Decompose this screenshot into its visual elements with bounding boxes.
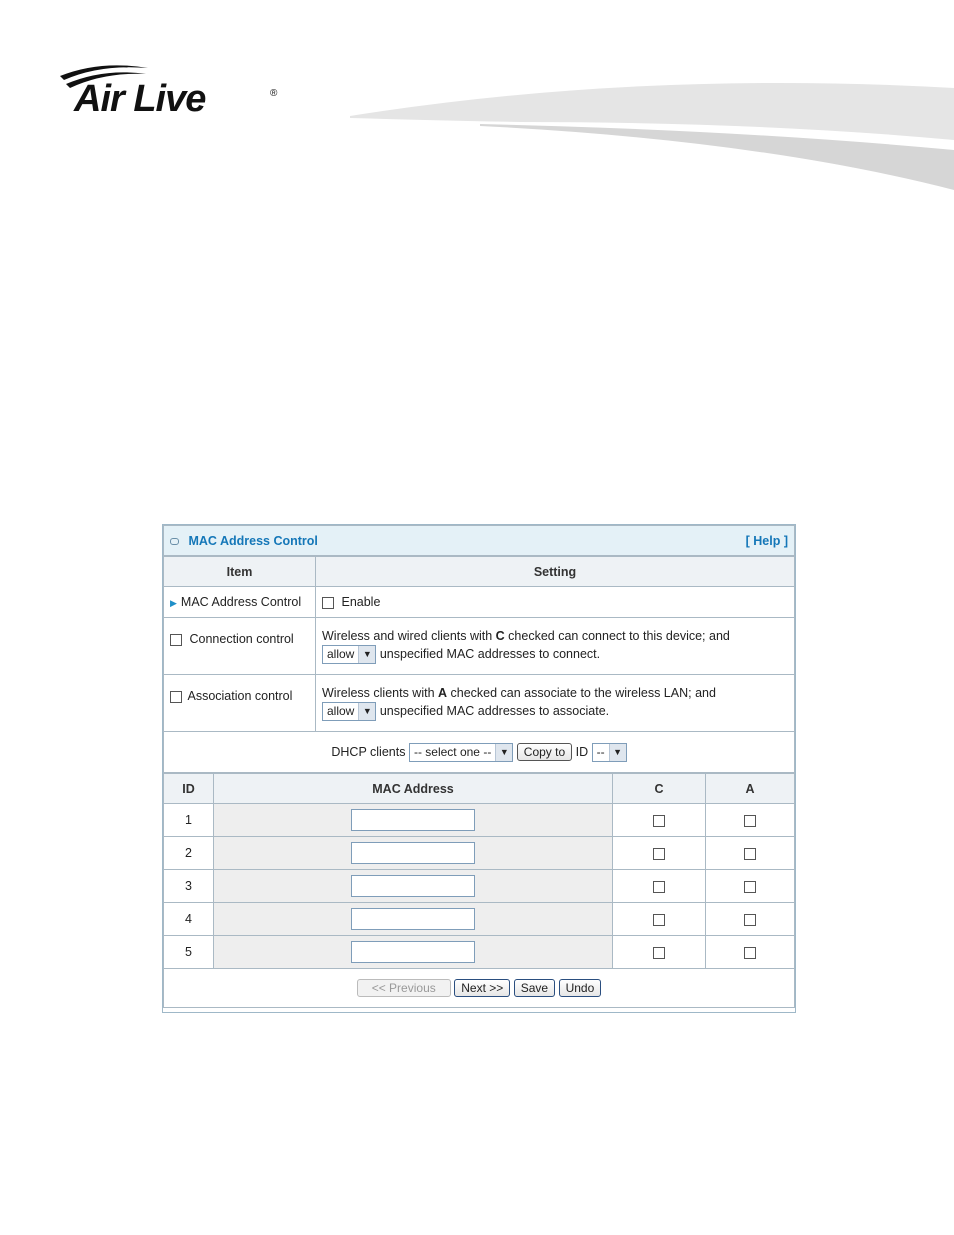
mac-address-input[interactable]	[351, 908, 475, 930]
table-row	[164, 903, 795, 936]
association-text-post: checked can associate to the wireless LAN; and	[447, 685, 716, 700]
copy-to-button[interactable]: Copy to	[517, 743, 572, 761]
dhcp-clients-label: DHCP clients	[331, 744, 406, 759]
a-column-header: A	[706, 774, 795, 804]
c-column-header: C	[613, 774, 706, 804]
previous-button[interactable]: << Previous	[357, 979, 451, 997]
connection-text-pre: Wireless and wired clients with	[322, 628, 496, 643]
association-text-pre: Wireless clients with	[322, 685, 438, 700]
panel-title: MAC Address Control	[188, 533, 318, 548]
table-row	[164, 804, 795, 837]
navigation-button-row	[164, 969, 795, 1008]
page-header	[0, 0, 954, 200]
row-id: 5	[164, 936, 214, 969]
dhcp-clients-select[interactable]	[409, 743, 513, 762]
chevron-down-icon: ▼	[495, 744, 512, 761]
save-button[interactable]: Save	[514, 979, 555, 997]
enable-checkbox[interactable]	[322, 597, 334, 609]
chevron-down-icon: ▼	[358, 703, 375, 720]
mac-control-label: MAC Address Control	[180, 595, 302, 609]
connection-policy-select[interactable]	[322, 645, 376, 664]
enable-label: Enable	[341, 595, 381, 609]
connection-suffix: unspecified MAC addresses to connect.	[379, 646, 601, 661]
mac-control-label-cell	[164, 587, 316, 618]
row-id: 4	[164, 903, 214, 936]
association-control-label: Association control	[187, 689, 293, 703]
next-button[interactable]: Next >>	[454, 979, 510, 997]
connect-checkbox[interactable]	[653, 848, 665, 860]
connect-checkbox[interactable]	[653, 815, 665, 827]
mac-address-input[interactable]	[351, 875, 475, 897]
id-column-header: ID	[164, 774, 214, 804]
id-select[interactable]	[592, 743, 627, 762]
panel-title-row	[164, 526, 795, 556]
undo-button[interactable]: Undo	[559, 979, 602, 997]
associate-checkbox[interactable]	[744, 815, 756, 827]
association-policy-value: allow	[327, 704, 355, 718]
registered-mark: ®	[270, 88, 278, 99]
chevron-down-icon: ▼	[358, 646, 375, 663]
connect-checkbox[interactable]	[653, 914, 665, 926]
help-link[interactable]: [ Help ]	[745, 533, 788, 548]
table-row	[164, 837, 795, 870]
association-control-checkbox[interactable]	[170, 691, 182, 703]
connect-checkbox[interactable]	[653, 947, 665, 959]
setting-column-header: Setting	[316, 557, 795, 587]
mac-address-input[interactable]	[351, 809, 475, 831]
mac-address-input[interactable]	[351, 842, 475, 864]
connection-control-checkbox[interactable]	[170, 634, 182, 646]
associate-checkbox[interactable]	[744, 914, 756, 926]
associate-checkbox[interactable]	[744, 881, 756, 893]
table-row	[164, 936, 795, 969]
chevron-down-icon: ▼	[609, 744, 626, 761]
id-select-value: --	[596, 745, 605, 759]
mac-address-column-header: MAC Address	[214, 774, 613, 804]
connection-text-bold: C	[495, 628, 505, 643]
associate-checkbox[interactable]	[744, 947, 756, 959]
table-row	[164, 870, 795, 903]
associate-checkbox[interactable]	[744, 848, 756, 860]
panel-bullet-icon	[170, 538, 179, 545]
connection-control-label: Connection control	[189, 632, 294, 646]
dhcp-clients-value: -- select one --	[413, 745, 492, 759]
association-suffix: unspecified MAC addresses to associate.	[379, 703, 610, 718]
association-text-bold: A	[438, 685, 448, 700]
airlive-logo: Air Live	[74, 78, 206, 120]
mac-address-control-panel	[162, 524, 796, 1013]
dhcp-clients-row	[164, 732, 795, 773]
row-id: 3	[164, 870, 214, 903]
row-id: 2	[164, 837, 214, 870]
item-column-header: Item	[164, 557, 316, 587]
connection-policy-value: allow	[327, 647, 355, 661]
mac-address-input[interactable]	[351, 941, 475, 963]
connection-text-post: checked can connect to this device; and	[504, 628, 730, 643]
association-policy-select[interactable]	[322, 702, 376, 721]
id-label: ID	[575, 744, 589, 759]
row-id: 1	[164, 804, 214, 837]
arrow-right-icon: ▶	[170, 598, 177, 608]
connect-checkbox[interactable]	[653, 881, 665, 893]
